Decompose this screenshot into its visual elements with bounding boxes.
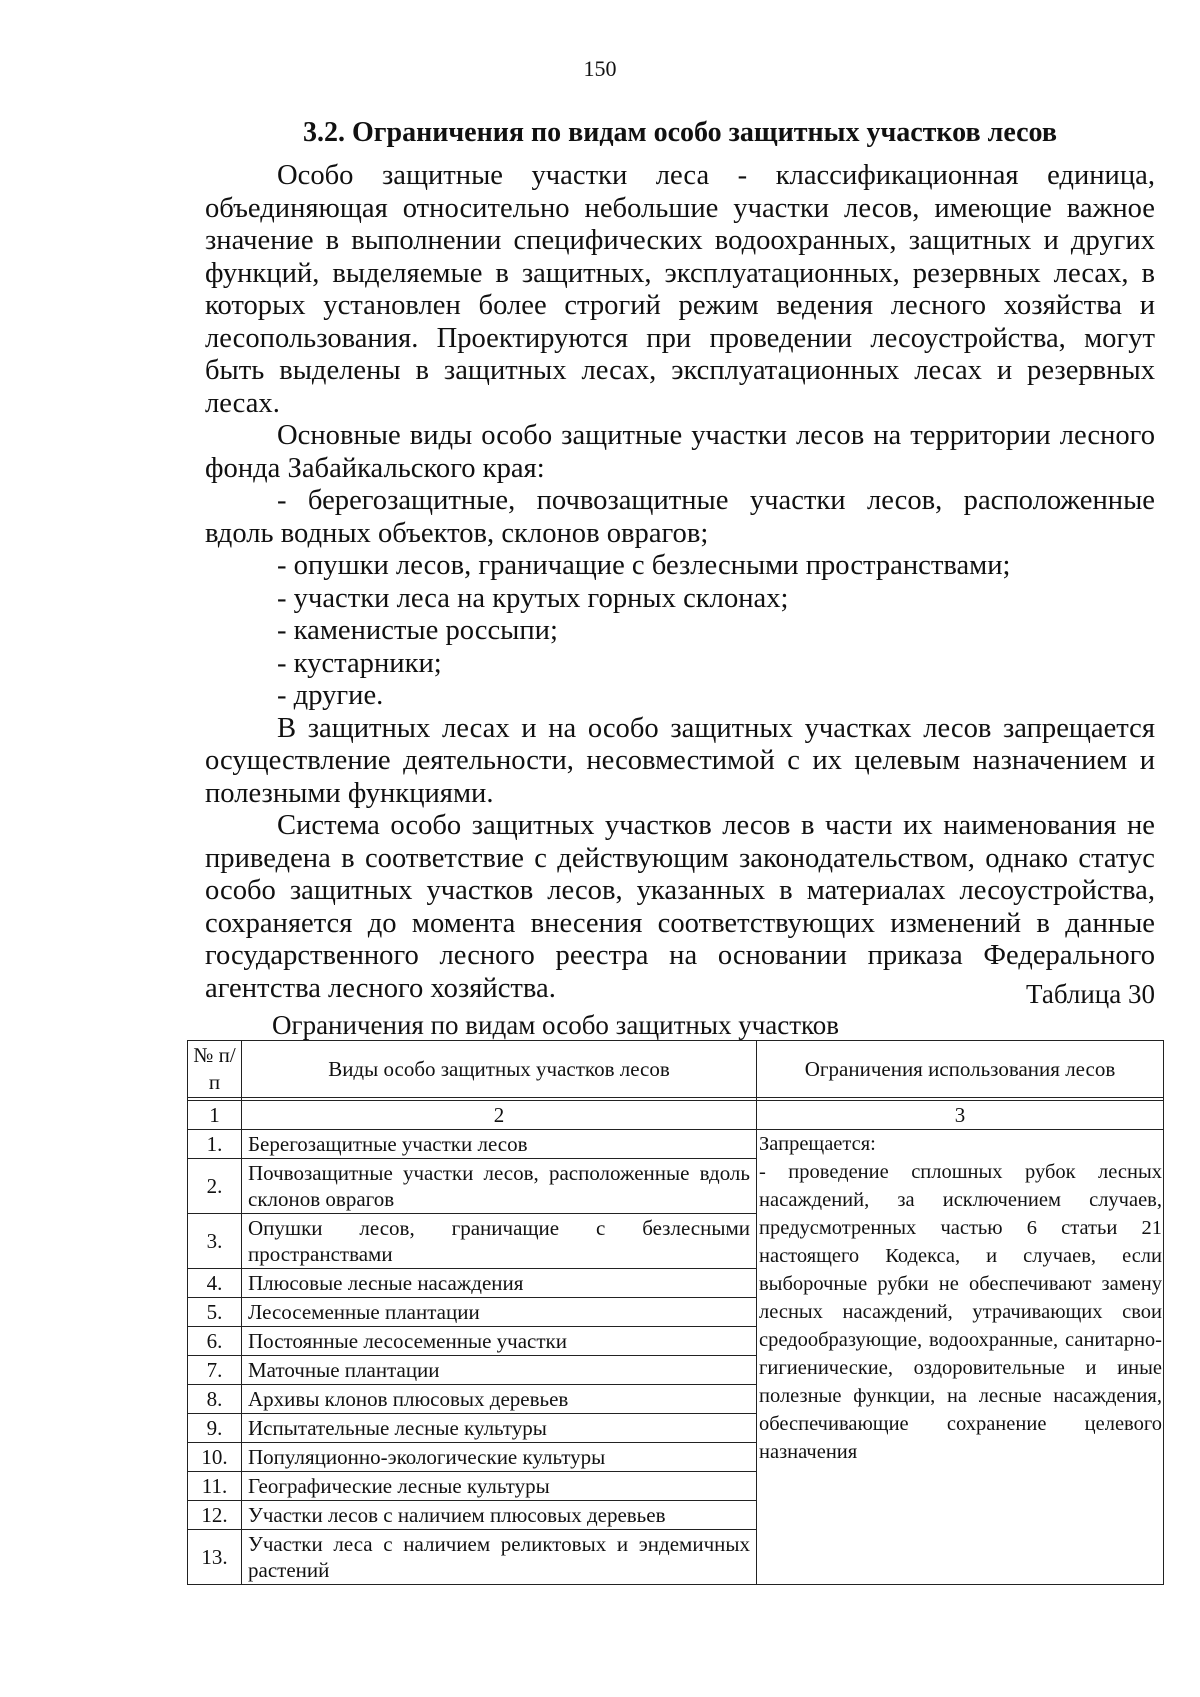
list-item: - другие.: [277, 680, 384, 711]
restriction-intro: Запрещается:: [759, 1133, 876, 1155]
section-heading: 3.2. Ограничения по видам особо защитных участков лесов: [303, 117, 1057, 148]
row-forest-type: Плюсовые лесные насаждения: [242, 1269, 757, 1298]
list-item: - опушки лесов, граничащие с безлесными пространствами;: [277, 550, 1011, 581]
row-forest-type: Почвозащитные участки лесов, расположенные вдоль склонов оврагов: [242, 1159, 757, 1214]
row-forest-type: Популяционно-экологические культуры: [242, 1443, 757, 1472]
list-item: - берегозащитные, почвозащитные участки лесов, расположенные вдоль водных объектов, склонов оврагов;: [205, 485, 1155, 549]
row-number: 10.: [188, 1443, 242, 1472]
row-number: 1.: [188, 1130, 242, 1159]
row-forest-type: Участки лесов с наличием плюсовых деревьев: [242, 1501, 757, 1530]
row-forest-type: Испытательные лесные культуры: [242, 1414, 757, 1443]
list-item: - кустарники;: [277, 647, 442, 679]
paragraph: Система особо защитных участков лесов в части их наименования не приведена в соответствие с действующим законодательством, однако статус особо защитных участков лесов, указанных в материалах лесоустройства, сохраняется до момента внесения соответствующих изменений в данные государственного лесного реестра на основании приказа Федерального агентства лесного хозяйства.: [205, 810, 1155, 1004]
paragraph: Особо защитные участки леса - классификационная единица, объединяющая относительно небольшие участки лесов, имеющие важное значение в выполнении специфических водоохранных, защитных и других функций, выделяемые в защитных, эксплуатационных, резервных лесах, в которых установлен более строгий режим ведения лесного хозяйства и лесопользования. Проектируются при проведении лесоустройства, могут быть выделены в защитных лесах, эксплуатационных лесах и резервных лесах.: [205, 160, 1155, 419]
row-forest-type: Маточные плантации: [242, 1356, 757, 1385]
row-forest-type: Постоянные лесосеменные участки: [242, 1327, 757, 1356]
row-number: 12.: [188, 1501, 242, 1530]
restriction-cell: [757, 1130, 1164, 1585]
row-number: 11.: [188, 1472, 242, 1501]
row-number: 13.: [188, 1530, 242, 1585]
body-text: [205, 160, 1155, 1005]
column-number: 3: [757, 1101, 1164, 1130]
row-number: 5.: [188, 1298, 242, 1327]
row-number: 8.: [188, 1385, 242, 1414]
row-forest-type: Участки леса с наличием реликтовых и эндемичных растений: [242, 1530, 757, 1585]
header-forest-type: Виды особо защитных участков лесов: [242, 1041, 757, 1098]
header-restrictions: Ограничения использования лесов: [757, 1041, 1164, 1098]
list-item: - каменистые россыпи;: [277, 615, 558, 646]
row-forest-type: Лесосеменные плантации: [242, 1298, 757, 1327]
table-row: [188, 1130, 1164, 1159]
page-number: 150: [583, 56, 617, 81]
table-caption: Таблица 30: [1026, 979, 1155, 1009]
row-number: 4.: [188, 1269, 242, 1298]
table-title: Ограничения по видам особо защитных участков: [272, 1010, 840, 1040]
header-number: № п/п: [188, 1041, 242, 1098]
restrictions-table: [187, 1040, 1164, 1585]
column-number: 1: [188, 1101, 242, 1130]
row-forest-type: Архивы клонов плюсовых деревьев: [242, 1385, 757, 1414]
paragraph: В защитных лесах и на особо защитных участках лесов запрещается осуществление деятельности, несовместимой с их целевым назначением и полезными функциями.: [205, 712, 1155, 809]
list-item: - участки леса на крутых горных склонах;: [277, 582, 789, 614]
restriction-text: - проведение сплошных рубок лесных насаждений, за исключением случаев, предусмотренных частью 6 статьи 21 настоящего Кодекса, и случаев, если выборочные рубки не обеспечивают замену лесных насаждений, утрачивающих свои средообразующие, водоохранные, санитарно-гигиенические, оздоровительные и иные полезные функции, на лесные насаждения, обеспечивающие сохранение целевого назначения: [759, 1161, 1162, 1463]
row-number: 6.: [188, 1327, 242, 1356]
row-number: 7.: [188, 1356, 242, 1385]
table-header-row: [188, 1041, 1164, 1098]
row-number: 9.: [188, 1414, 242, 1443]
paragraph: Основные виды особо защитные участки лесов на территории лесного фонда Забайкальского края:: [205, 420, 1155, 484]
row-number: 3.: [188, 1214, 242, 1269]
column-number-row: [188, 1101, 1164, 1130]
row-forest-type: Берегозащитные участки лесов: [242, 1130, 757, 1159]
row-forest-type: Опушки лесов, граничащие с безлесными пространствами: [242, 1214, 757, 1269]
row-forest-type: Географические лесные культуры: [242, 1472, 757, 1501]
row-number: 2.: [188, 1159, 242, 1214]
column-number: 2: [242, 1101, 757, 1130]
